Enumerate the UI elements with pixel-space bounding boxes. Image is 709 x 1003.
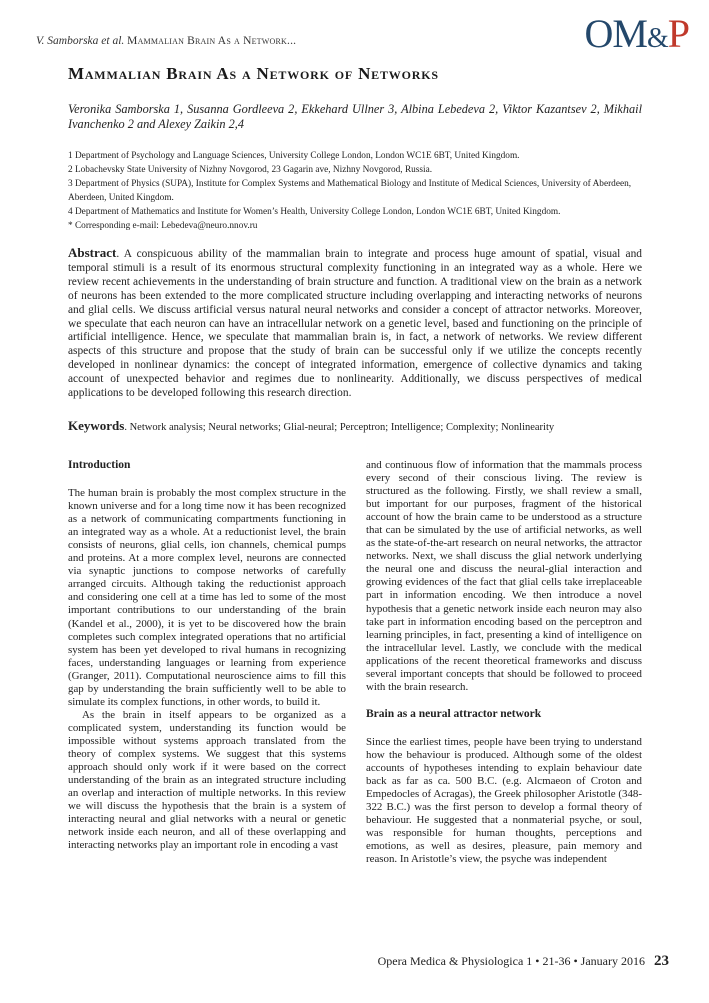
article-title: Mammalian Brain As a Network of Networks xyxy=(68,64,439,83)
logo-p: P xyxy=(667,11,689,56)
page-number: 23 xyxy=(654,953,669,969)
running-head xyxy=(36,35,296,47)
affiliation-4: 4 Department of Mathematics and Institute for Women’s Health, University College London, London WC1E 6BT, United Kingdom. xyxy=(68,207,561,218)
running-author: V. Samborska et al. xyxy=(36,35,125,47)
logo-om: OM xyxy=(584,11,647,56)
section-heading-attractor-network: Brain as a neural attractor network xyxy=(366,707,542,720)
paragraph: The human brain is probably the most complex structure in the known universe and for a long time now it has been recognized as a network of communicating compartments functioning in an integrated way as a whole. At a reductionist level, the brain consists of neurons, glial cells, ion channels, chemical pumps and proteins. At a more complex level, neurons are connected via synaptic junctions to compose networks of carefully arranged circuits. Although taking the reductionist approach and considering one cell at a time has led to some of the most important contributions to our understanding of the brain (Kandel et al., 2000), it is yet to be discovered how the brain completes such complex integrated operations that no artificial system has been yet developed to rival humans in recognizing faces, understanding languages or learning from experience (Granger, 2011). Computational neuroscience aims to fill this gap by understanding the brain sufficiently well to be able to simulate its complex functions, in other words, to build it. xyxy=(68,487,346,708)
keywords xyxy=(68,418,642,434)
abstract-text: . A conspicuous ability of the mammalian brain to integrate and process huge amount of spatial, visual and temporal stimuli is a result of its enormous structural complexity functioning in an integrated way as a whole. Here we review recent achievements in the understanding of brain structure and function. A traditional view on the brain as a network of neurons has been extended to the more complicated structure including overlapping and interacting networks of neurons and glial cells. We discuss artificial versus natural neural networks and consider a concept of attractor networks. Moreover, we speculate that each neuron can have an intracellular network on a genetic level, based and functioning on the principle of artificial intelligence. Hence, we speculate that mammalian brain is, in fact, a network of networks. We review different aspects of this structure and propose that the study of brain can be successful only if we utilize the concepts recently developed in nonlinear dynamics: the concept of integrated information, emergence of collective dynamics and taking account of unexpected behavior and regimes due to nonlinearity. Additionally, we discuss perspectives of medical applications to be developed following this research direction. xyxy=(68,248,642,400)
left-column xyxy=(68,459,346,852)
journal-citation: Opera Medica & Physiologica 1 • 21-36 • January 2016 xyxy=(377,954,645,968)
paragraph: and continuous flow of information that the mammals process every second of their conscious living. The review is structured as the following. Firstly, we shall review a small, but important for our purposes, fragment of the historical account of how the brain came to be understood as a structure that can be simulated by the use of artificial networks, as well as the state-of-the-art research on neural networks, the attractor networks. Next, we shall discuss the glial network underlying the neural one and discuss the neural-glial interaction and growing evidences of the fact that glial cells take irreplaceable part in information encoding. We then introduce a novel hypothesis that a genetic network inside each neuron may also take part in information encoding based on the perceptron and learning principles, in fact, presenting a kind of intelligence on the intracellular level. Lastly, we conclude with the medical applications of the recent theoretical frameworks and discuss several important concepts that should be followed to proceed with the brain research. xyxy=(366,459,642,693)
paragraph: Since the earliest times, people have been trying to understand how the behaviour is produced. Although some of the oldest accounts of hypotheses intending to explain behaviour date back as far as ca. 500 B.C. (e.g. Alcmaeon of Croton and Empedocles of Acragas), the Greek philosopher Aristotle (348-322 B.C.) was the first person to develop a formal theory of behaviour. He suggested that a nonmaterial psyche, or soul, was responsible for human thoughts, perceptions and emotions, as well as desires, pleasure, pain memory and reason. In Aristotle’s view, the psyche was independent xyxy=(366,735,642,866)
corresponding-email: * Corresponding e-mail: Lebedeva@neuro.nnov.ru xyxy=(68,221,258,232)
abstract-label: Abstract xyxy=(68,245,117,260)
keywords-text: . Network analysis; Neural networks; Glial-neural; Perceptron; Intelligence; Complexity; Nonlinearity xyxy=(124,422,555,433)
journal-logo xyxy=(584,11,689,56)
affiliations xyxy=(68,149,648,234)
keywords-label: Keywords xyxy=(68,418,125,433)
author-list: Veronika Samborska 1, Susanna Gordleeva 2, Ekkehard Ullner 3, Albina Lebedeva 2, Viktor Kazantsev 2, Mikhail Ivanchenko 2 and Alexey Zaikin 2,4 xyxy=(68,102,642,131)
affiliation-2: 2 Lobachevsky State University of Nizhny Novgorod, 23 Gagarin ave, Nizhny Novgorod, Russia. xyxy=(68,165,433,176)
affiliation-1: 1 Department of Psychology and Language Sciences, University College London, London WC1E 6BT, United Kingdom. xyxy=(68,151,520,161)
running-title: Mammalian Brain As a Network... xyxy=(127,35,297,47)
logo-amp: & xyxy=(646,23,668,54)
paragraph: As the brain in itself appears to be organized as a complicated system, understanding its function would be impossible without systems approach translated from the theory of complex systems. We suggest that this systems approach should only work if it were based on the correct understanding of the brain as an integrated structure including an overlap and interaction of multiple networks. In this review we will discuss the hypothesis that the brain is a system of interacting neural and glial networks with a neural or genetic network inside each neuron, and all of these overlapping and interacting networks play an important role in encoding a vast xyxy=(68,708,346,852)
affiliation-3: 3 Department of Physics (SUPA), Institute for Complex Systems and Mathematical Biology and Institute of Medical Sciences, University of Aberdeen, Aberdeen, United Kingdom. xyxy=(68,179,632,204)
page-footer xyxy=(378,953,669,970)
abstract xyxy=(68,246,642,401)
section-heading-introduction: Introduction xyxy=(68,459,131,471)
right-column xyxy=(366,459,642,866)
